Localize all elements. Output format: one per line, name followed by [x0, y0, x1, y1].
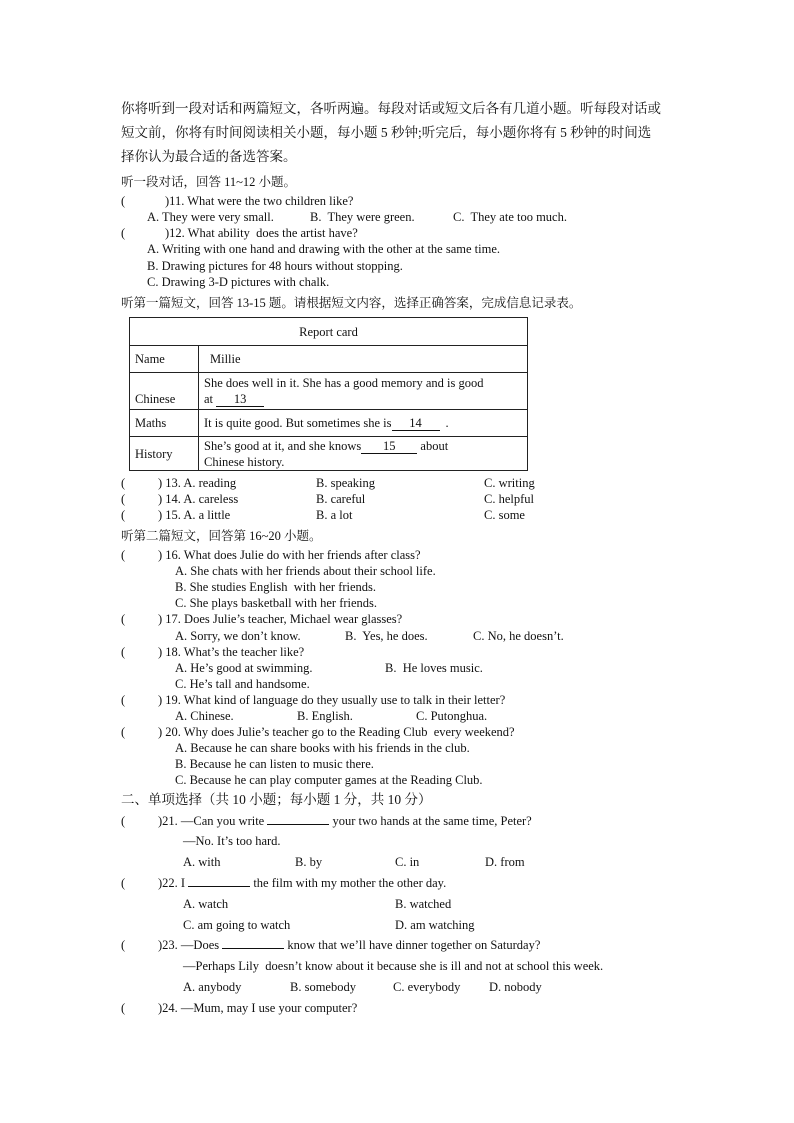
answer-paren: ( — [121, 492, 157, 506]
report-history-text: She’s good at it, and she knows — [204, 438, 362, 453]
report-card-table — [129, 317, 528, 471]
intro-line-1: 你将听到一段对话和两篇短文，各听两遍。每段对话或短文后各有几道小题。听每段对话或 — [121, 101, 661, 116]
q20-option-b: B. Because he can listen to music there. — [175, 757, 374, 771]
report-history-label: History — [130, 437, 199, 471]
q19-option-b: B. English. — [297, 709, 353, 723]
q13-option-c: C. writing — [484, 476, 535, 490]
intro-line-2: 短文前，你将有时间阅读相关小题，每小题 5 秒钟;听完后，每小题你将有 5 秒钟的时间选 — [121, 125, 652, 140]
q21-option-a: A. with — [183, 855, 221, 869]
report-maths-text: It is quite good. But sometimes she is — [204, 416, 392, 430]
answer-paren: ( — [121, 938, 157, 952]
answer-paren: ( — [121, 194, 157, 208]
answer-paren: ( — [121, 476, 157, 490]
report-chinese-at: at — [204, 392, 214, 406]
q17-stem: ) 17. Does Julie’s teacher, Michael wear glasses? — [158, 612, 403, 626]
q21-stem — [158, 813, 532, 829]
q14-option-c: C. helpful — [484, 492, 534, 506]
q20-option-a: A. Because he can share books with his friends in the club. — [175, 741, 470, 755]
q23-stem-after: know that we’ll have dinner together on Saturday? — [287, 938, 541, 952]
q21-option-d: D. from — [485, 855, 525, 869]
report-chinese-cell — [199, 373, 528, 410]
q23-reply: —Perhaps Lily doesn’t know about it because she is ill and not at school this week. — [183, 959, 604, 973]
q21-stem-after: your two hands at the same time, Peter? — [332, 814, 532, 828]
q21-stem-text: )21. —Can you write — [158, 814, 265, 828]
report-chinese-label: Chinese — [130, 373, 199, 410]
answer-paren: ( — [121, 645, 157, 659]
q15-option-a: ) 15. A. a little — [158, 508, 231, 522]
answer-paren: ( — [121, 548, 157, 562]
q11-option-b: B. They were green. — [310, 210, 415, 224]
answer-paren: ( — [121, 876, 157, 890]
report-maths-label: Maths — [130, 410, 199, 437]
answer-paren: ( — [121, 508, 157, 522]
q22-option-c: C. am going to watch — [183, 918, 291, 932]
q21-blank — [267, 824, 329, 825]
q22-option-a: A. watch — [183, 897, 229, 911]
report-chinese-text: She does well in it. She has a good memory and is good — [204, 376, 484, 390]
report-maths-cell — [199, 410, 528, 437]
section-passage2-heading: 听第二篇短文，回答第 16~20 小题。 — [121, 529, 322, 543]
q14-option-b: B. careful — [316, 492, 366, 506]
q18-option-b: B. He loves music. — [385, 661, 483, 675]
q16-option-b: B. She studies English with her friends. — [175, 580, 377, 594]
q18-stem: ) 18. What’s the teacher like? — [158, 645, 305, 659]
q16-stem: ) 16. What does Julie do with her friends after class? — [158, 548, 421, 562]
q16-option-c: C. She plays basketball with her friends. — [175, 596, 378, 610]
q22-stem-text: )22. I — [158, 876, 186, 890]
answer-paren: ( — [121, 1001, 157, 1015]
answer-paren: ( — [121, 612, 157, 626]
report-name-text: Millie — [210, 352, 241, 366]
q17-option-b: B. Yes, he does. — [345, 629, 428, 643]
q21-option-c: C. in — [395, 855, 420, 869]
q18-option-c: C. He’s tall and handsome. — [175, 677, 310, 691]
q13-option-a: ) 13. A. reading — [158, 476, 237, 490]
q23-option-c: C. everybody — [393, 980, 461, 994]
q22-option-d: D. am watching — [395, 918, 475, 932]
report-history-line2: Chinese history. — [204, 454, 285, 469]
q24-stem: )24. —Mum, may I use your computer? — [158, 1001, 358, 1015]
section-dialog-heading: 听一段对话，回答 11~12 小题。 — [121, 175, 297, 189]
q19-option-c: C. Putonghua. — [416, 709, 488, 723]
q21-option-b: B. by — [295, 855, 323, 869]
answer-paren: ( — [121, 693, 157, 707]
q23-stem — [158, 937, 540, 953]
q13-option-b: B. speaking — [316, 476, 376, 490]
blank-13: 13 — [216, 393, 264, 407]
q11-option-a: A. They were very small. — [147, 210, 274, 224]
q22-stem-after: the film with my mother the other day. — [253, 876, 447, 890]
q22-blank — [188, 886, 250, 887]
q15-option-b: B. a lot — [316, 508, 353, 522]
q17-option-c: C. No, he doesn’t. — [473, 629, 564, 643]
q12-option-a: A. Writing with one hand and drawing with the other at the same time. — [147, 242, 501, 256]
q23-blank — [222, 948, 284, 949]
report-chinese-line2 — [204, 391, 522, 407]
q23-option-b: B. somebody — [290, 980, 356, 994]
blank-14: 14 — [392, 417, 440, 431]
blank-15: 15 — [361, 440, 417, 454]
q12-option-b: B. Drawing pictures for 48 hours without stopping. — [147, 259, 403, 273]
q17-option-a: A. Sorry, we don’t know. — [175, 629, 301, 643]
q20-stem: ) 20. Why does Julie’s teacher go to the Reading Club every weekend? — [158, 725, 515, 739]
q23-option-d: D. nobody — [489, 980, 542, 994]
section-2-heading: 二、单项选择（共 10 小题；每小题 1 分，共 10 分） — [121, 792, 432, 807]
report-maths-end: . — [445, 416, 449, 430]
report-history-cell — [199, 437, 528, 471]
q20-option-c: C. Because he can play computer games at the Reading Club. — [175, 773, 483, 787]
report-card-title: Report card — [130, 318, 528, 346]
report-history-about: about — [420, 438, 449, 453]
q23-stem-text: )23. —Does — [158, 938, 220, 952]
answer-paren: ( — [121, 226, 157, 240]
q19-stem: ) 19. What kind of language do they usually use to talk in their letter? — [158, 693, 506, 707]
q11-option-c: C. They ate too much. — [453, 210, 567, 224]
report-history-line1 — [204, 438, 522, 454]
q15-option-c: C. some — [484, 508, 525, 522]
answer-paren: ( — [121, 725, 157, 739]
q12-option-c: C. Drawing 3-D pictures with chalk. — [147, 275, 330, 289]
q14-option-a: ) 14. A. careless — [158, 492, 239, 506]
report-name-value — [199, 346, 528, 373]
intro-line-3: 择你认为最合适的备选答案。 — [121, 149, 297, 164]
q22-stem — [158, 875, 446, 891]
q23-option-a: A. anybody — [183, 980, 242, 994]
report-name-label: Name — [130, 346, 199, 373]
q12-stem: )12. What ability does the artist have? — [165, 226, 358, 240]
q22-option-b: B. watched — [395, 897, 452, 911]
section-passage1-heading: 听第一篇短文，回答 13-15 题。请根据短文内容，选择正确答案，完成信息记录表。 — [121, 296, 582, 310]
q18-option-a: A. He’s good at swimming. — [175, 661, 313, 675]
q11-stem: )11. What were the two children like? — [165, 194, 354, 208]
answer-paren: ( — [121, 814, 157, 828]
q21-reply: —No. It’s too hard. — [183, 834, 281, 848]
q19-option-a: A. Chinese. — [175, 709, 234, 723]
q16-option-a: A. She chats with her friends about their school life. — [175, 564, 436, 578]
